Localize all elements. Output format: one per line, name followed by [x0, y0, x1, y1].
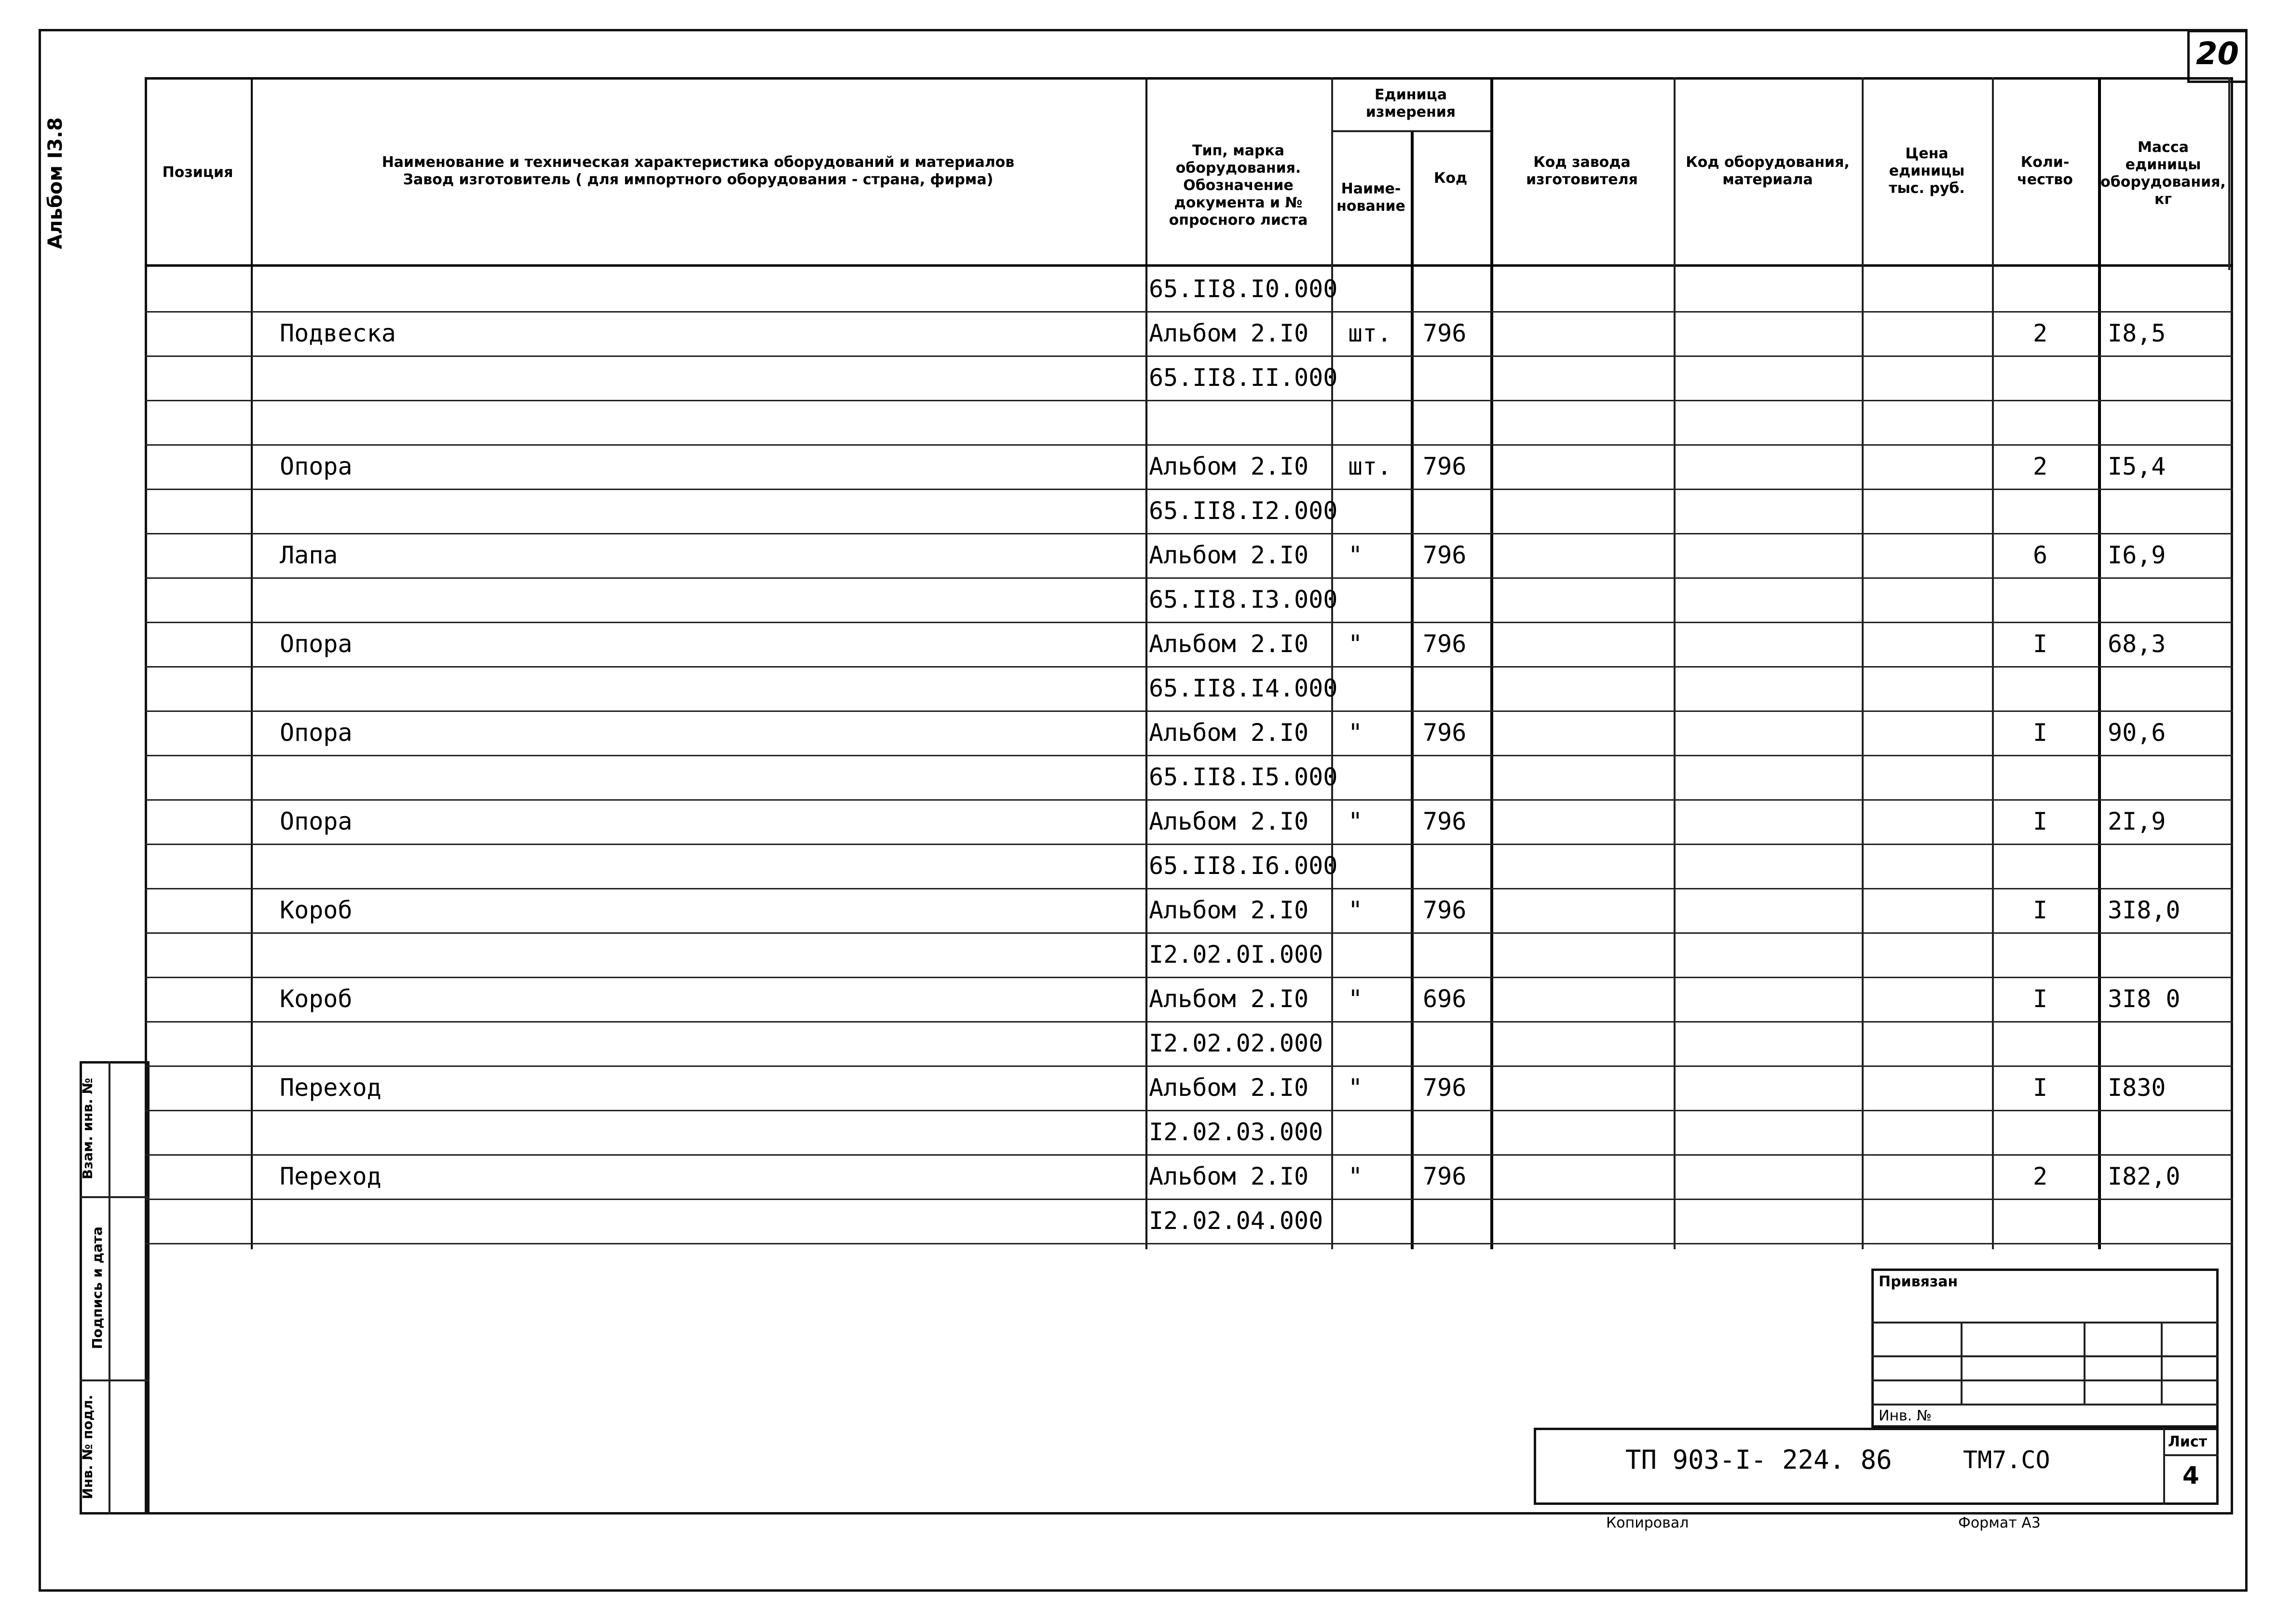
footer-kopiroval: Копировал [1606, 1515, 1689, 1531]
row-mass: I5,4 [2108, 452, 2166, 480]
row-unit: " [1348, 1074, 1363, 1102]
row-qty: I [2033, 985, 2048, 1013]
row-code: 796 [1423, 1074, 1467, 1102]
row-unit: " [1348, 985, 1363, 1013]
row-mass: I82,0 [2108, 1162, 2181, 1190]
row-mass: 68,3 [2108, 630, 2166, 658]
doc-suffix: ТМ7.СО [1963, 1446, 2050, 1474]
row-name: Опора [280, 719, 353, 747]
header-qty: Коли- чество [2017, 154, 2073, 188]
row-name: Короб [280, 985, 353, 1013]
row-code: 796 [1423, 541, 1467, 569]
list-value: 4 [2182, 1461, 2199, 1489]
row-type: I2.02.02.000 [1149, 1029, 1323, 1057]
row-type: Альбом 2.I0 [1149, 807, 1309, 835]
row-code: 796 [1423, 896, 1467, 924]
row-name: Опора [280, 630, 353, 658]
row-type: 65.II8.II.000 [1149, 364, 1338, 392]
row-code: 796 [1423, 630, 1467, 658]
row-type: I2.02.03.000 [1149, 1118, 1323, 1146]
row-mass: 90,6 [2108, 719, 2166, 747]
page-number: 20 [2195, 36, 2239, 72]
row-unit: шт. [1348, 319, 1392, 347]
row-name: Опора [280, 452, 353, 480]
row-unit: " [1348, 630, 1363, 658]
header-name: Наименование и техническая характеристика оборудований и материалов Завод изготовитель ( для импортного оборудования - страна, фирма) [382, 154, 1015, 188]
header-factory-code: Код завода изготовителя [1526, 154, 1638, 188]
row-code: 796 [1423, 807, 1467, 835]
row-type: I2.02.0I.000 [1149, 941, 1323, 969]
side-stamp-podpis: Подпись и дата [89, 1226, 105, 1350]
row-divider [145, 400, 2233, 401]
row-unit: " [1348, 1162, 1363, 1190]
row-type: Альбом 2.I0 [1149, 1162, 1309, 1190]
row-mass: I6,9 [2108, 541, 2166, 569]
row-type: Альбом 2.I0 [1149, 630, 1309, 658]
inv-no-label: Инв. № [1879, 1407, 1932, 1424]
row-type: 65.II8.I6.000 [1149, 852, 1338, 880]
row-type: 65.II8.I3.000 [1149, 586, 1338, 614]
header-type: Тип, марка оборудования. Обозначение документа и № опросного листа [1169, 142, 1308, 229]
footer-format: Формат А3 [1958, 1515, 2041, 1531]
row-mass: I8,5 [2108, 319, 2166, 347]
row-type: 65.II8.I4.000 [1149, 674, 1338, 702]
album-label: Альбом I3.8 [44, 117, 67, 249]
row-unit: " [1348, 541, 1363, 569]
row-code: 796 [1423, 452, 1467, 480]
row-mass: 3I8 0 [2108, 985, 2181, 1013]
header-unit-code: Код [1433, 170, 1468, 187]
side-stamp-inv: Инв. № подл. [80, 1394, 95, 1500]
side-stamp-vzam: Взам. инв. № [80, 1078, 95, 1180]
row-qty: 2 [2033, 319, 2048, 347]
row-type: 65.II8.I5.000 [1149, 763, 1338, 791]
row-code: 796 [1423, 319, 1467, 347]
row-name: Опора [280, 807, 353, 835]
header-mass: Масса единицы оборудования, кг [2100, 139, 2226, 208]
row-type: Альбом 2.I0 [1149, 452, 1309, 480]
row-type: Альбом 2.I0 [1149, 719, 1309, 747]
privyazan-label: Привязан [1879, 1273, 1958, 1290]
row-type: Альбом 2.I0 [1149, 1074, 1309, 1102]
row-type: Альбом 2.I0 [1149, 541, 1309, 569]
row-unit: шт. [1348, 452, 1392, 480]
row-name: Короб [280, 896, 353, 924]
row-type: 65.II8.I2.000 [1149, 497, 1338, 525]
row-mass: 3I8,0 [2108, 896, 2181, 924]
row-mass: 2I,9 [2108, 807, 2166, 835]
row-qty: 2 [2033, 452, 2048, 480]
row-code: 696 [1423, 985, 1467, 1013]
row-qty: I [2033, 719, 2048, 747]
row-unit: " [1348, 719, 1363, 747]
row-type: Альбом 2.I0 [1149, 985, 1309, 1013]
row-qty: I [2033, 807, 2048, 835]
header-unit-name: Наиме- нование [1336, 180, 1405, 215]
row-qty: 6 [2033, 541, 2048, 569]
row-code: 796 [1423, 719, 1467, 747]
row-type: Альбом 2.I0 [1149, 319, 1309, 347]
row-qty: 2 [2033, 1162, 2048, 1190]
row-code: 796 [1423, 1162, 1467, 1190]
row-qty: I [2033, 896, 2048, 924]
row-qty: I [2033, 1074, 2048, 1102]
header-unit-group: Единица измерения [1365, 86, 1456, 121]
row-name: Подвеска [280, 319, 396, 347]
row-unit: " [1348, 896, 1363, 924]
row-type: 65.II8.I0.000 [1149, 275, 1338, 303]
row-type: I2.02.04.000 [1149, 1207, 1323, 1235]
row-mass: I830 [2108, 1074, 2166, 1102]
row-divider [145, 1243, 2233, 1244]
row-type: Альбом 2.I0 [1149, 896, 1309, 924]
row-qty: I [2033, 630, 2048, 658]
row-unit: " [1348, 807, 1363, 835]
header-price: Цена единицы тыс. руб. [1889, 145, 1965, 197]
row-name: Лапа [280, 541, 338, 569]
list-label: Лист [2168, 1433, 2208, 1450]
row-name: Переход [280, 1074, 382, 1102]
header-position: Позиция [162, 164, 233, 181]
header-equip-code: Код оборудования, материала [1686, 154, 1850, 188]
doc-code: ТП 903-I- 224. 86 [1625, 1445, 1892, 1475]
row-name: Переход [280, 1162, 382, 1190]
